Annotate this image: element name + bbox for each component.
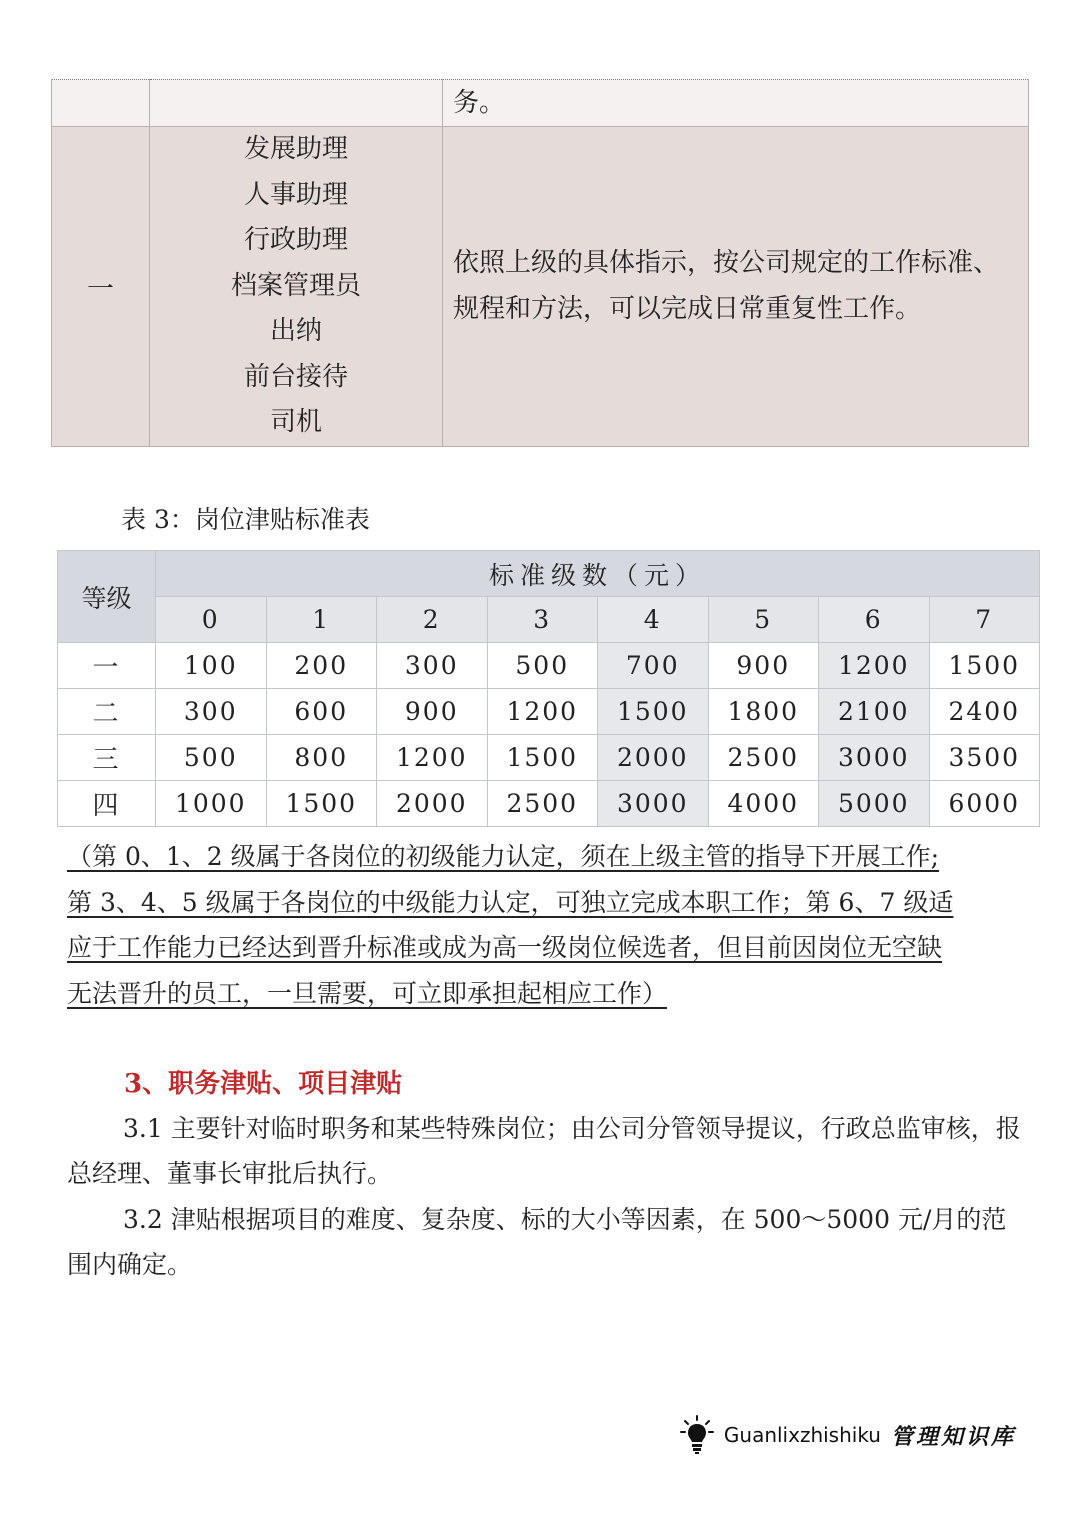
level-header: 2 bbox=[377, 597, 488, 643]
table-row bbox=[52, 127, 1029, 447]
grade-cell: 一 bbox=[58, 643, 156, 689]
allowance-cell: 2500 bbox=[487, 781, 598, 827]
allowance-cell: 2400 bbox=[929, 689, 1040, 735]
section-heading: 3、职务津贴、项目津贴 bbox=[124, 1069, 403, 1099]
continuation-text: 务。 bbox=[443, 80, 1029, 127]
level-header: 6 bbox=[819, 597, 930, 643]
allowance-cell: 2000 bbox=[377, 781, 488, 827]
allowance-table bbox=[57, 550, 1040, 827]
note-line: （第 0、1、2 级属于各岗位的初级能力认定，须在上级主管的指导下开展工作; bbox=[67, 842, 940, 871]
job-item: 发展助理 bbox=[243, 134, 348, 164]
level-header: 1 bbox=[266, 597, 377, 643]
allowance-cell: 3000 bbox=[598, 781, 709, 827]
standard-header: 标准级数（元） bbox=[156, 551, 1040, 597]
level-cell: 一 bbox=[52, 127, 150, 447]
table-row bbox=[58, 689, 1040, 735]
allowance-cell: 2500 bbox=[708, 735, 819, 781]
table-header-row bbox=[58, 551, 1040, 597]
allowance-cell: 1200 bbox=[377, 735, 488, 781]
job-item: 行政助理 bbox=[243, 225, 348, 255]
allowance-cell: 100 bbox=[156, 643, 267, 689]
level-header: 7 bbox=[929, 597, 1040, 643]
footer-brand bbox=[680, 1415, 1016, 1455]
description-line: 依照上级的具体指示，按公司规定的工作标准、 bbox=[453, 248, 1000, 279]
level-header: 3 bbox=[487, 597, 598, 643]
allowance-cell: 3000 bbox=[819, 735, 930, 781]
table-caption: 表 3：岗位津贴标准表 bbox=[121, 505, 370, 534]
allowance-cell: 3500 bbox=[929, 735, 1040, 781]
brand-english: Guanlixzhishiku bbox=[723, 1423, 881, 1447]
table-note bbox=[67, 834, 1027, 1016]
note-line: 应于工作能力已经达到晋升标准或成为高一级岗位候选者，但目前因岗位无空缺 bbox=[67, 933, 943, 962]
job-item: 前台接待 bbox=[243, 361, 348, 392]
allowance-cell: 900 bbox=[377, 689, 488, 735]
table-row bbox=[58, 781, 1040, 827]
allowance-cell: 800 bbox=[266, 735, 377, 781]
description-cell bbox=[443, 127, 1029, 447]
level-header: 5 bbox=[708, 597, 819, 643]
allowance-cell: 1500 bbox=[487, 735, 598, 781]
allowance-cell: 1500 bbox=[598, 689, 709, 735]
note-line: 无法晋升的员工，一旦需要，可立即承担起相应工作） bbox=[67, 978, 668, 1008]
allowance-cell: 5000 bbox=[819, 781, 930, 827]
allowance-cell: 200 bbox=[266, 643, 377, 689]
allowance-cell: 500 bbox=[156, 735, 267, 781]
grade-cell: 四 bbox=[58, 781, 156, 827]
allowance-cell: 1800 bbox=[708, 689, 819, 735]
allowance-cell: 1200 bbox=[487, 689, 598, 735]
note-line: 第 3、4、5 级属于各岗位的中级能力认定，可独立完成本职工作；第 6、7 级适 bbox=[67, 887, 954, 917]
allowance-cell: 500 bbox=[487, 643, 598, 689]
job-item: 人事助理 bbox=[243, 179, 348, 210]
grade-cell: 三 bbox=[58, 735, 156, 781]
job-item: 司机 bbox=[269, 407, 322, 437]
table-row bbox=[58, 643, 1040, 689]
allowance-cell: 2100 bbox=[819, 689, 930, 735]
paragraph-3-2: 3.2 津贴根据项目的难度、复杂度、标的大小等因素，在 500～5000 元/月的范围内确定。 bbox=[67, 1205, 1007, 1279]
job-list bbox=[150, 127, 443, 447]
allowance-cell: 900 bbox=[708, 643, 819, 689]
allowance-cell: 1000 bbox=[156, 781, 267, 827]
description-line: 规程和方法，可以完成日常重复性工作。 bbox=[453, 294, 922, 325]
lightbulb-icon bbox=[680, 1415, 714, 1455]
allowance-cell: 700 bbox=[598, 643, 709, 689]
level-header: 0 bbox=[156, 597, 267, 643]
allowance-cell: 1500 bbox=[929, 643, 1040, 689]
job-item: 出纳 bbox=[269, 316, 322, 346]
table-row bbox=[52, 80, 1029, 127]
level-header: 4 bbox=[598, 597, 709, 643]
allowance-cell: 300 bbox=[156, 689, 267, 735]
role-table bbox=[51, 79, 1029, 447]
allowance-cell: 6000 bbox=[929, 781, 1040, 827]
grade-cell: 二 bbox=[58, 689, 156, 735]
grade-header: 等级 bbox=[58, 551, 156, 643]
allowance-cell: 300 bbox=[377, 643, 488, 689]
level-header-row bbox=[58, 597, 1040, 643]
table-row bbox=[58, 735, 1040, 781]
brand-chinese: 管理知识库 bbox=[890, 1423, 1016, 1450]
allowance-cell: 4000 bbox=[708, 781, 819, 827]
allowance-cell: 1500 bbox=[266, 781, 377, 827]
job-item: 档案管理员 bbox=[230, 270, 361, 301]
allowance-cell: 600 bbox=[266, 689, 377, 735]
allowance-cell: 2000 bbox=[598, 735, 709, 781]
paragraph-3-1: 3.1 主要针对临时职务和某些特殊岗位；由公司分管领导提议，行政总监审核，报总经理、董事长审批后执行。 bbox=[67, 1114, 1021, 1188]
allowance-cell: 1200 bbox=[819, 643, 930, 689]
